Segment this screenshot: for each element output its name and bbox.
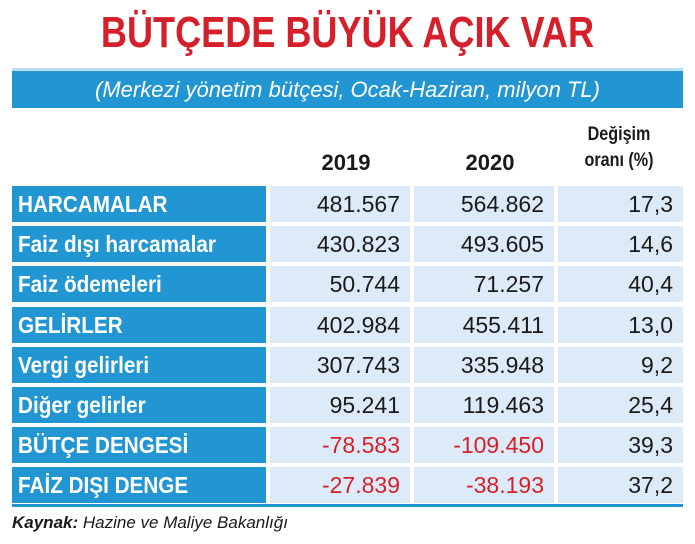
- value-2019-cell: [270, 226, 410, 262]
- row-label: FAİZ DIŞI DENGE: [18, 472, 189, 498]
- value-2019: 50.744: [329, 271, 400, 297]
- value-2020-cell: [414, 266, 554, 302]
- change-cell: [558, 347, 683, 383]
- change-cell: [558, 226, 683, 262]
- row-label: HARCAMALAR: [18, 191, 168, 217]
- row-label: BÜTÇE DENGESİ: [18, 432, 189, 458]
- value-2020: -109.450: [453, 432, 544, 458]
- source-note: [12, 510, 288, 536]
- table-row: [12, 427, 683, 463]
- value-2020-cell: [414, 387, 554, 423]
- value-2019-cell: [270, 307, 410, 343]
- row-label: Diğer gelirler: [18, 392, 146, 418]
- value-2020-cell: [414, 307, 554, 343]
- column-header-change-line2: oranı (%): [584, 150, 654, 171]
- value-2019-cell: [270, 387, 410, 423]
- chart-subtitle: (Merkezi yönetim bütçesi, Ocak-Haziran, milyon TL): [95, 77, 600, 102]
- row-label-cell: [12, 427, 266, 463]
- change-value: 25,4: [628, 392, 673, 418]
- bottom-rule: [12, 504, 683, 507]
- value-2019-cell: [270, 467, 410, 503]
- row-label-cell: [12, 467, 266, 503]
- value-2020-cell: [414, 226, 554, 262]
- column-header-2019: 2019: [321, 150, 371, 175]
- table-row: [12, 186, 683, 222]
- row-label-cell: [12, 186, 266, 222]
- change-cell: [558, 307, 683, 343]
- value-2019-cell: [270, 186, 410, 222]
- value-2019: 402.984: [316, 312, 400, 338]
- change-value: 40,4: [628, 271, 673, 297]
- change-cell: [558, 266, 683, 302]
- value-2020: 335.948: [460, 352, 544, 378]
- row-label: Faiz ödemeleri: [18, 271, 162, 297]
- subtitle-bar: [12, 68, 683, 108]
- value-2020: 119.463: [462, 392, 544, 418]
- change-value: 9,2: [641, 352, 673, 378]
- value-2020-cell: [414, 186, 554, 222]
- value-2019: 95.241: [329, 392, 400, 418]
- value-2020-cell: [414, 467, 554, 503]
- column-header-change-line1: Değişim: [587, 124, 651, 145]
- value-2020: 455.411: [462, 312, 544, 338]
- change-value: 17,3: [628, 191, 673, 217]
- row-label-cell: [12, 347, 266, 383]
- table-row: [12, 307, 683, 343]
- source-text: Hazine ve Maliye Bakanlığı: [82, 513, 288, 532]
- change-value: 14,6: [628, 231, 673, 257]
- value-2019-cell: [270, 266, 410, 302]
- value-2019-cell: [270, 347, 410, 383]
- chart-title: BÜTÇEDE BÜYÜK AÇIK VAR: [100, 8, 595, 57]
- change-cell: [558, 427, 683, 463]
- row-label: Vergi gelirleri: [18, 352, 150, 378]
- row-label: GELİRLER: [18, 312, 123, 338]
- row-label: Faiz dışı harcamalar: [18, 231, 216, 257]
- change-cell: [558, 186, 683, 222]
- value-2020-cell: [414, 427, 554, 463]
- change-cell: [558, 467, 683, 503]
- value-2019: -27.839: [321, 472, 400, 498]
- value-2019: 307.743: [316, 352, 400, 378]
- source-label: Kaynak:: [12, 513, 79, 532]
- value-2020: 71.257: [473, 271, 544, 297]
- table-row: [12, 347, 683, 383]
- value-2020: 564.862: [460, 191, 544, 217]
- change-value: 37,2: [628, 472, 673, 498]
- row-label-cell: [12, 266, 266, 302]
- value-2019: 481.567: [316, 191, 400, 217]
- value-2019: -78.583: [321, 432, 400, 458]
- row-label-cell: [12, 226, 266, 262]
- value-2020-cell: [414, 347, 554, 383]
- table-row: [12, 266, 683, 302]
- value-2020: 493.605: [460, 231, 544, 257]
- table-row: [12, 387, 683, 423]
- table-row: [12, 467, 683, 503]
- column-header-2020: 2020: [465, 150, 515, 175]
- change-value: 39,3: [628, 432, 673, 458]
- change-value: 13,0: [628, 312, 673, 338]
- row-label-cell: [12, 307, 266, 343]
- value-2019-cell: [270, 427, 410, 463]
- value-2020: -38.193: [465, 472, 544, 498]
- table-row: [12, 226, 683, 262]
- value-2019: 430.823: [316, 231, 400, 257]
- change-cell: [558, 387, 683, 423]
- row-label-cell: [12, 387, 266, 423]
